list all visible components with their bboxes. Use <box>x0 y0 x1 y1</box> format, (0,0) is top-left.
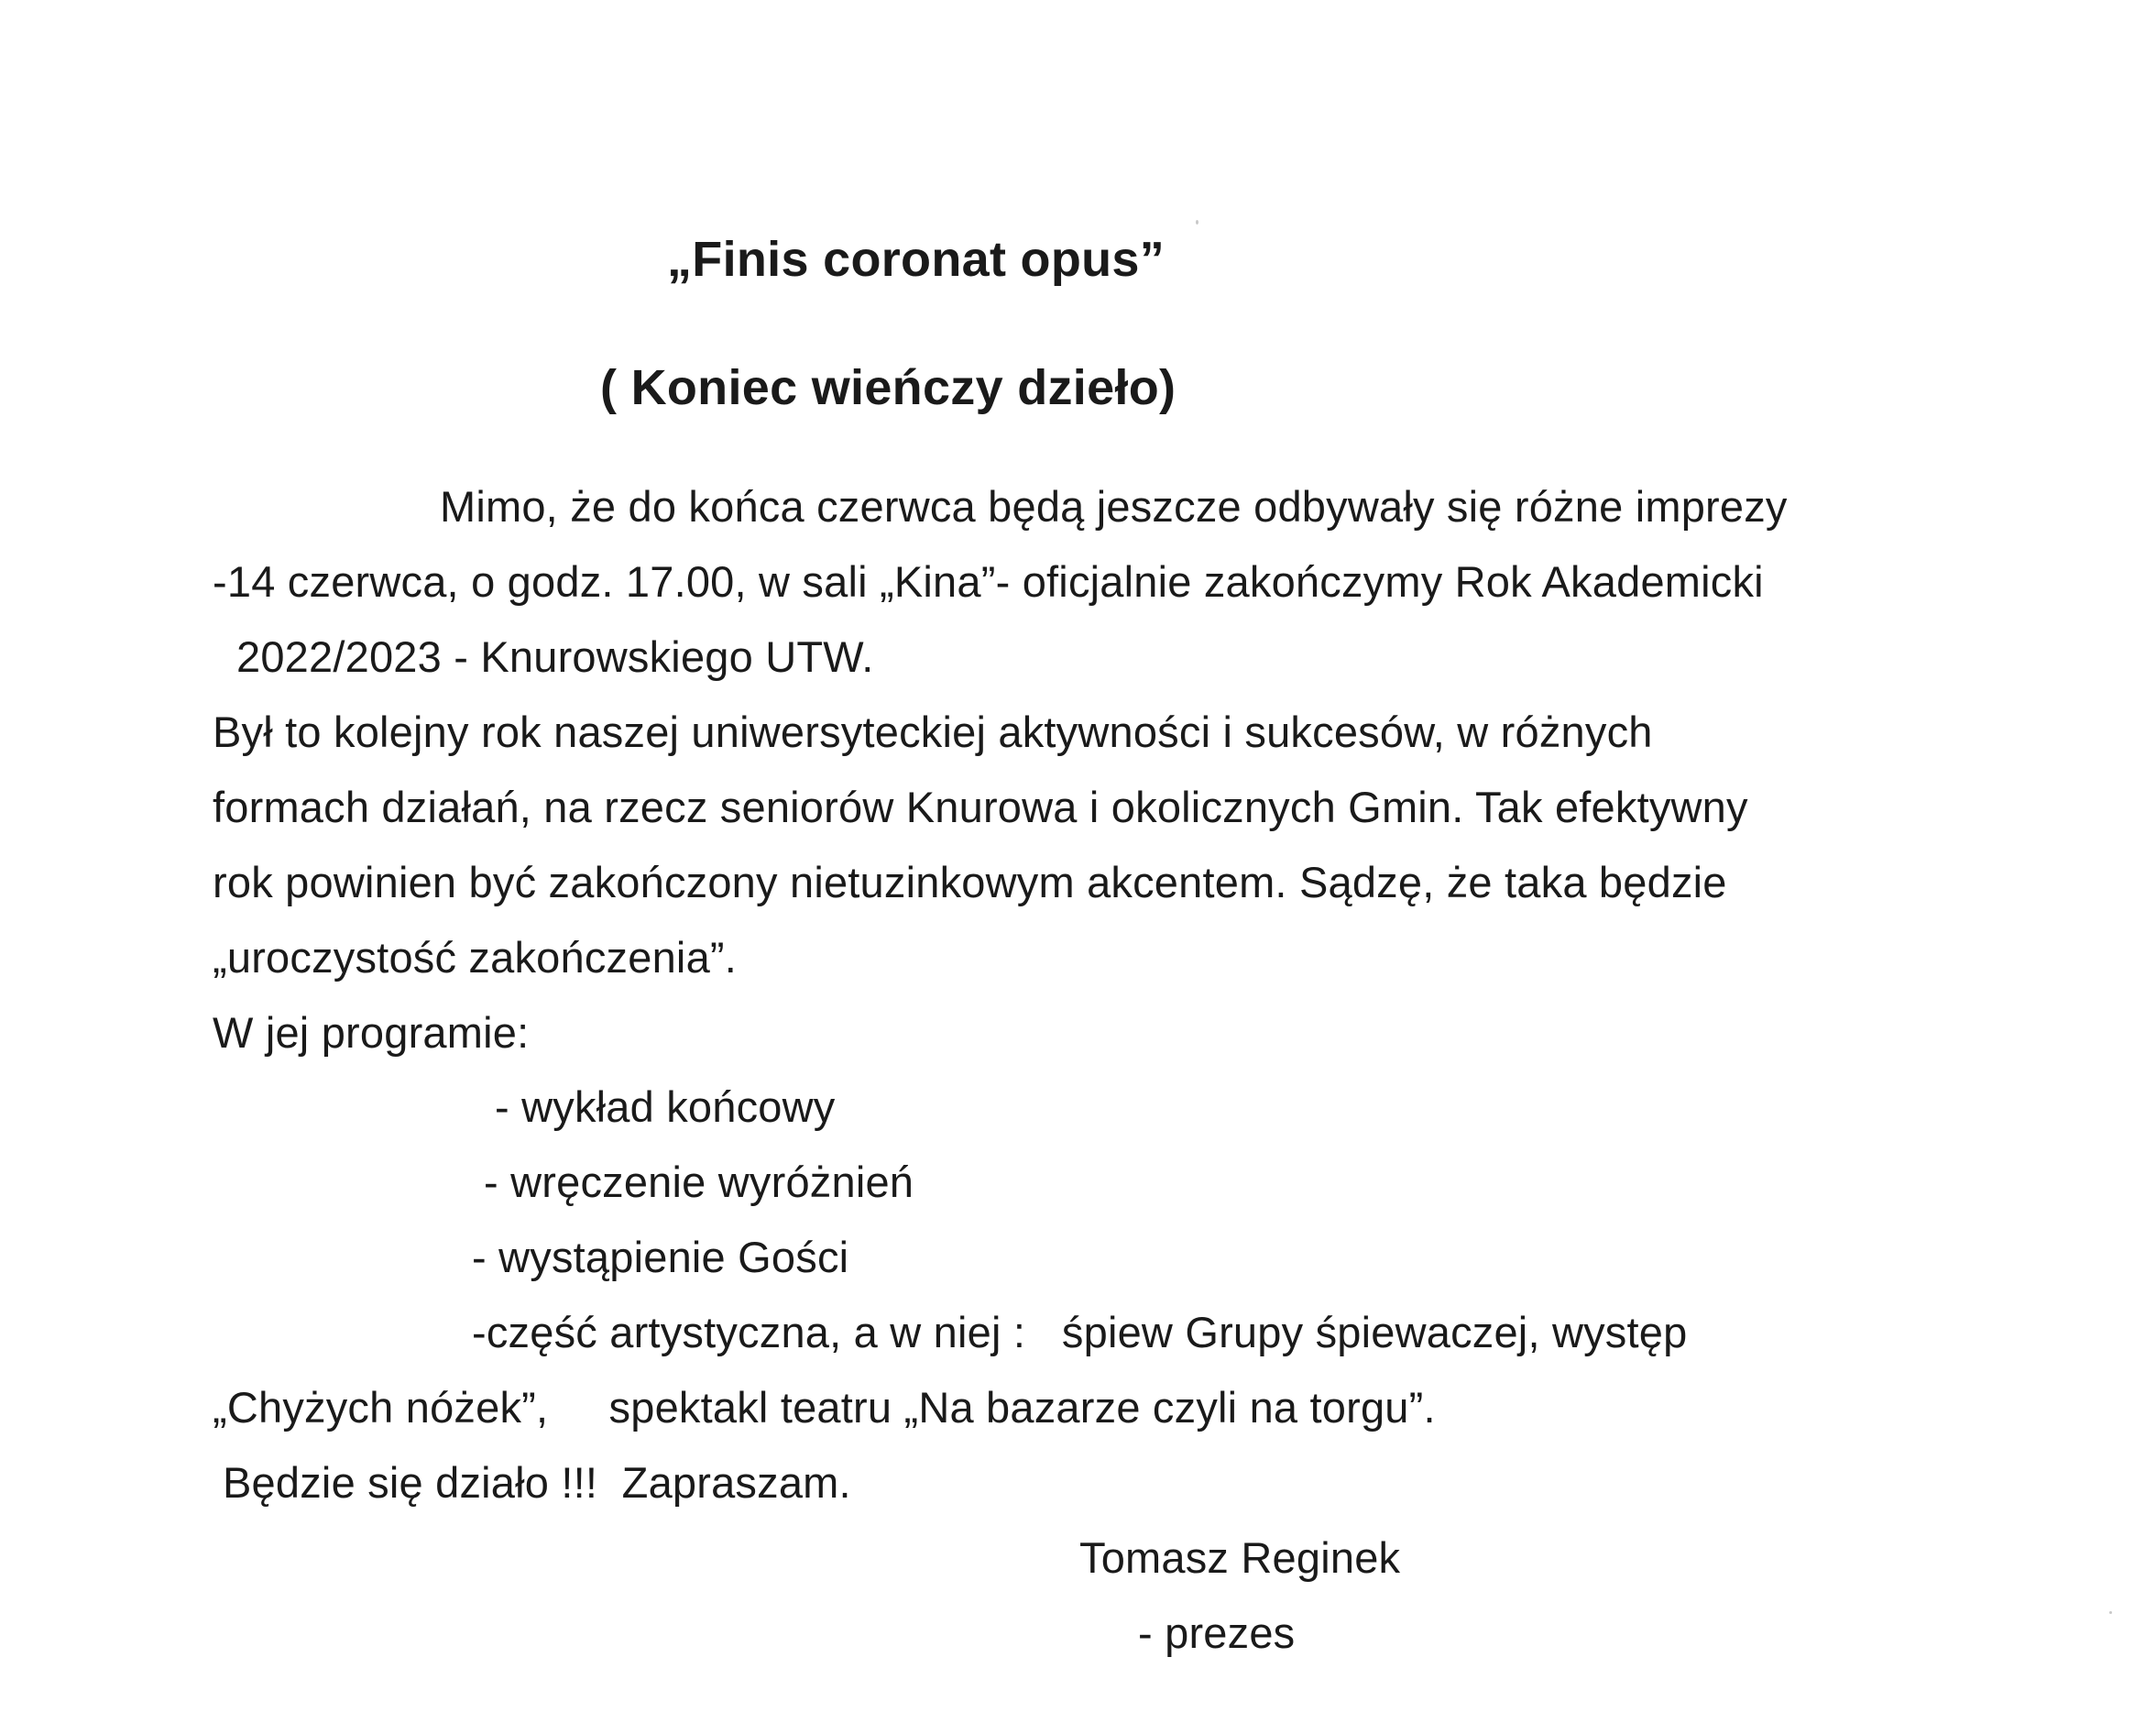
scan-speck <box>1196 220 1198 225</box>
program-item-artistic: -część artystyczna, a w niej : śpiew Grupy śpiewaczej, występ <box>472 1308 1688 1356</box>
program-item-awards: - wręczenie wyróżnień <box>484 1158 914 1206</box>
document-subtitle: ( Koniec wieńczy dzieło) <box>600 360 1176 415</box>
signature-role: - prezes <box>1138 1608 1296 1657</box>
body-line-5: formach działań, na rzecz seniorów Knurowa i okolicznych Gmin. Tak efektywny <box>213 783 1748 831</box>
program-item-lecture: - wykład końcowy <box>495 1082 836 1131</box>
scan-speck <box>2109 1611 2112 1614</box>
document-title: „Finis coronat opus” <box>667 232 1166 287</box>
body-line-1: Mimo, że do końca czerwca będą jeszcze odbywały się różne imprezy <box>440 482 1788 531</box>
signature-name: Tomasz Reginek <box>1079 1533 1401 1582</box>
closing-line-1: „Chyżych nóżek”, spektakl teatru „Na bazarze czyli na torgu”. <box>213 1383 1436 1432</box>
closing-line-2: Będzie się działo !!! Zapraszam. <box>223 1458 851 1507</box>
body-line-3: 2022/2023 - Knurowskiego UTW. <box>236 632 874 681</box>
body-line-4: Był to kolejny rok naszej uniwersyteckiej aktywności i sukcesów, w różnych <box>213 708 1653 756</box>
body-line-8: W jej programie: <box>213 1008 530 1057</box>
body-line-7: „uroczystość zakończenia”. <box>213 933 738 982</box>
program-item-guests: - wystąpienie Gości <box>472 1233 849 1281</box>
body-line-6: rok powinien być zakończony nietuzinkowym akcentem. Sądzę, że taka będzie <box>213 858 1727 906</box>
body-line-2: -14 czerwca, o godz. 17.00, w sali „Kina”- oficjalnie zakończymy Rok Akademicki <box>213 557 1764 606</box>
